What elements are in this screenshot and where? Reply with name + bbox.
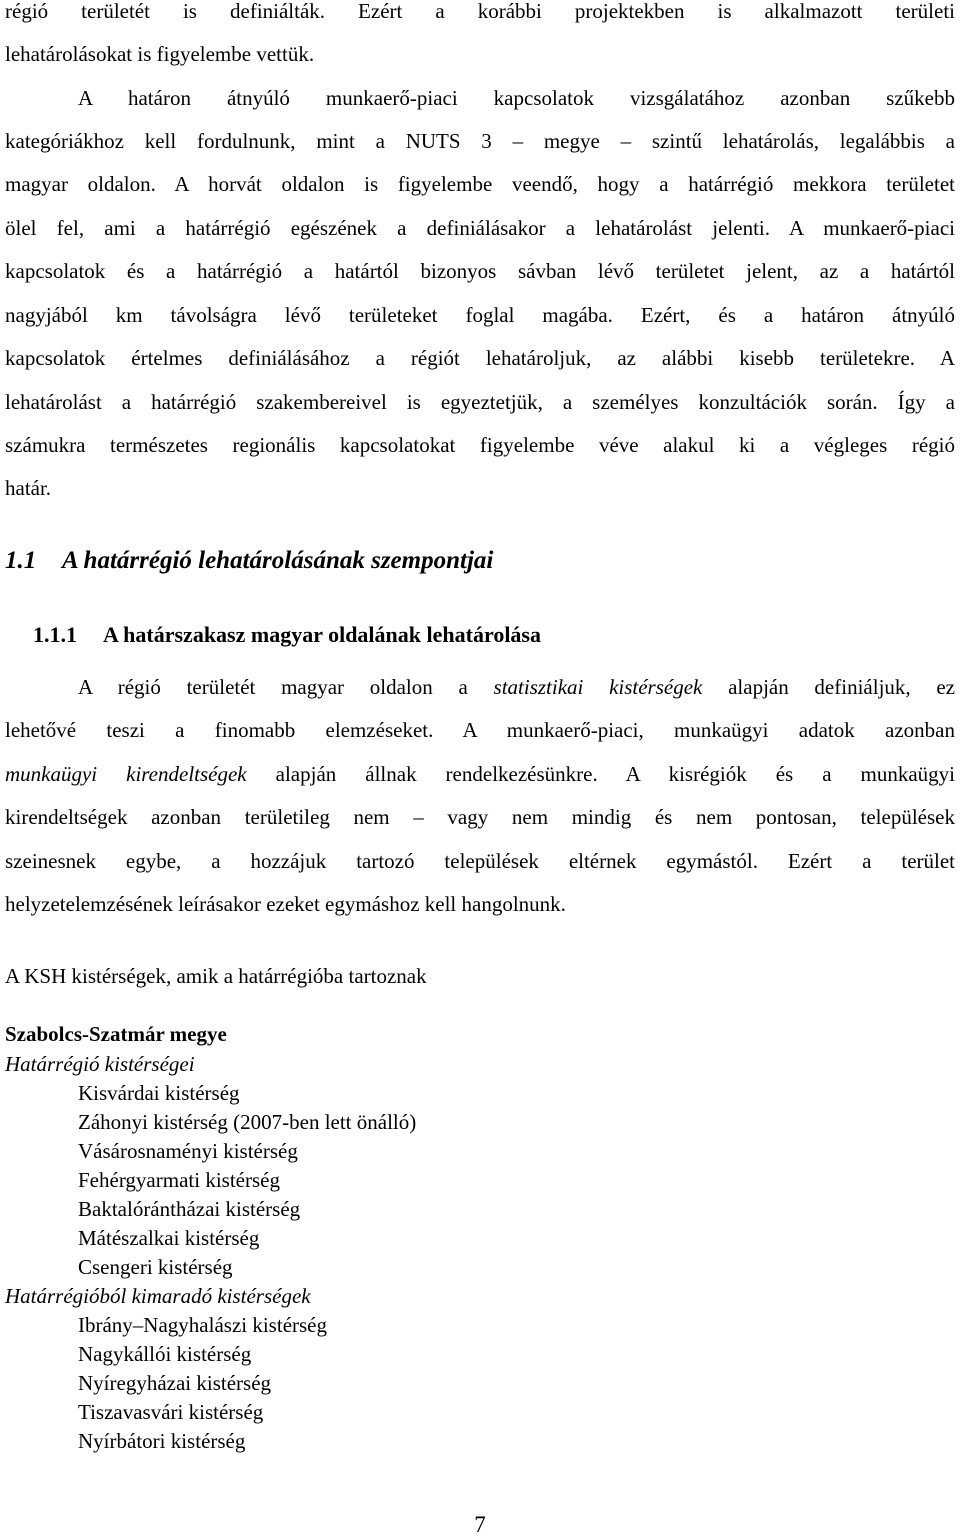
list-item: Vásárosnaményi kistérség [78, 1139, 298, 1163]
paragraph-line: lehatárolásokat is figyelembe vettük. [5, 42, 315, 66]
subsection-title: A határszakasz magyar oldalának lehatárolása [103, 622, 541, 647]
text-run: A régió területét magyar oldalon a [78, 675, 494, 699]
paragraph-line: magyar oldalon. A horvát oldalon is figyelembe veendő, hogy a határrégió mekkora területet [5, 172, 955, 196]
list-item: Csengeri kistérség [78, 1255, 233, 1279]
list-item: Mátészalkai kistérség [78, 1226, 260, 1250]
text-run: alapján állnak rendelkezésünkre. A kisrégiók és a munkaügyi [246, 762, 956, 786]
paragraph-line: A határon átnyúló munkaerő-piaci kapcsolatok vizsgálatához azonban szűkebb [78, 86, 955, 110]
paragraph-line: helyzetelemzésének leírásakor ezeket egymáshoz kell hangolnunk. [5, 892, 566, 916]
section-heading [5, 545, 493, 577]
list-item: Záhonyi kistérség (2007-ben lett önálló) [78, 1110, 417, 1134]
paragraph-line: kapcsolatok értelmes definiálásához a régiót lehatároljuk, az alábbi kisebb területekre. A [5, 346, 955, 370]
paragraph-line: kirendeltségek azonban területileg nem – vagy nem mindig és nem pontosan, települések [5, 805, 955, 829]
list-item: Nagykállói kistérség [78, 1342, 252, 1366]
italic-term: munkaügyi kirendeltségek [5, 762, 247, 786]
paragraph-line: lehetővé teszi a finomabb elemzéseket. A munkaerő-piaci, munkaügyi adatok azonban [5, 718, 955, 742]
county-name: Szabolcs-Szatmár megye [5, 1022, 227, 1046]
section-title: A határrégió lehatárolásának szempontjai [62, 547, 494, 574]
included-label: Határrégió kistérségei [5, 1052, 195, 1076]
excluded-label: Határrégióból kimaradó kistérségek [5, 1284, 311, 1308]
paragraph-line: kategóriákhoz kell fordulnunk, mint a NUTS 3 – megye – szintű lehatárolás, legalábbis a [5, 129, 955, 153]
list-item: Nyíregyházai kistérség [78, 1371, 272, 1395]
italic-term: statisztikai kistérségek [493, 675, 703, 699]
text-run: alapján definiáljuk, ez [702, 675, 956, 699]
list-item: Kisvárdai kistérség [78, 1081, 240, 1105]
paragraph-line: lehatárolást a határrégió szakembereivel is egyeztetjük, a személyes konzultációk során. Így a [5, 390, 955, 414]
paragraph-line: kapcsolatok és a határrégió a határtól bizonyos sávban lévő területet jelent, az a határtól [5, 259, 955, 283]
paragraph-line [5, 760, 955, 788]
paragraph-line [78, 673, 955, 701]
list-intro: A KSH kistérségek, amik a határrégióba tartoznak [5, 964, 427, 988]
paragraph-line: nagyjából km távolságra lévő területeket foglal magába. Ezért, és a határon átnyúló [5, 303, 955, 327]
page-number: 7 [474, 1512, 486, 1537]
paragraph-line: számukra természetes regionális kapcsolatokat figyelembe véve alakul ki a végleges régió [5, 433, 955, 457]
paragraph-line: régió területét is definiálták. Ezért a korábbi projektekben is alkalmazott területi [5, 0, 955, 23]
subsection-heading [33, 620, 541, 650]
paragraph-line: szeinesnek egybe, a hozzájuk tartozó települések eltérnek egymástól. Ezért a terület [5, 849, 955, 873]
list-item: Tiszavasvári kistérség [78, 1400, 264, 1424]
list-item: Ibrány–Nagyhalászi kistérség [78, 1313, 327, 1337]
list-item: Baktalórántházai kistérség [78, 1197, 301, 1221]
paragraph-line: ölel fel, ami a határrégió egészének a definiálásakor a lehatárolást jelenti. A munkaerő-piaci [5, 216, 955, 240]
subsection-number: 1.1.1 [33, 622, 77, 647]
list-item: Fehérgyarmati kistérség [78, 1168, 280, 1192]
paragraph-line: határ. [5, 476, 52, 500]
section-number: 1.1 [5, 547, 37, 574]
list-item: Nyírbátori kistérség [78, 1429, 246, 1453]
